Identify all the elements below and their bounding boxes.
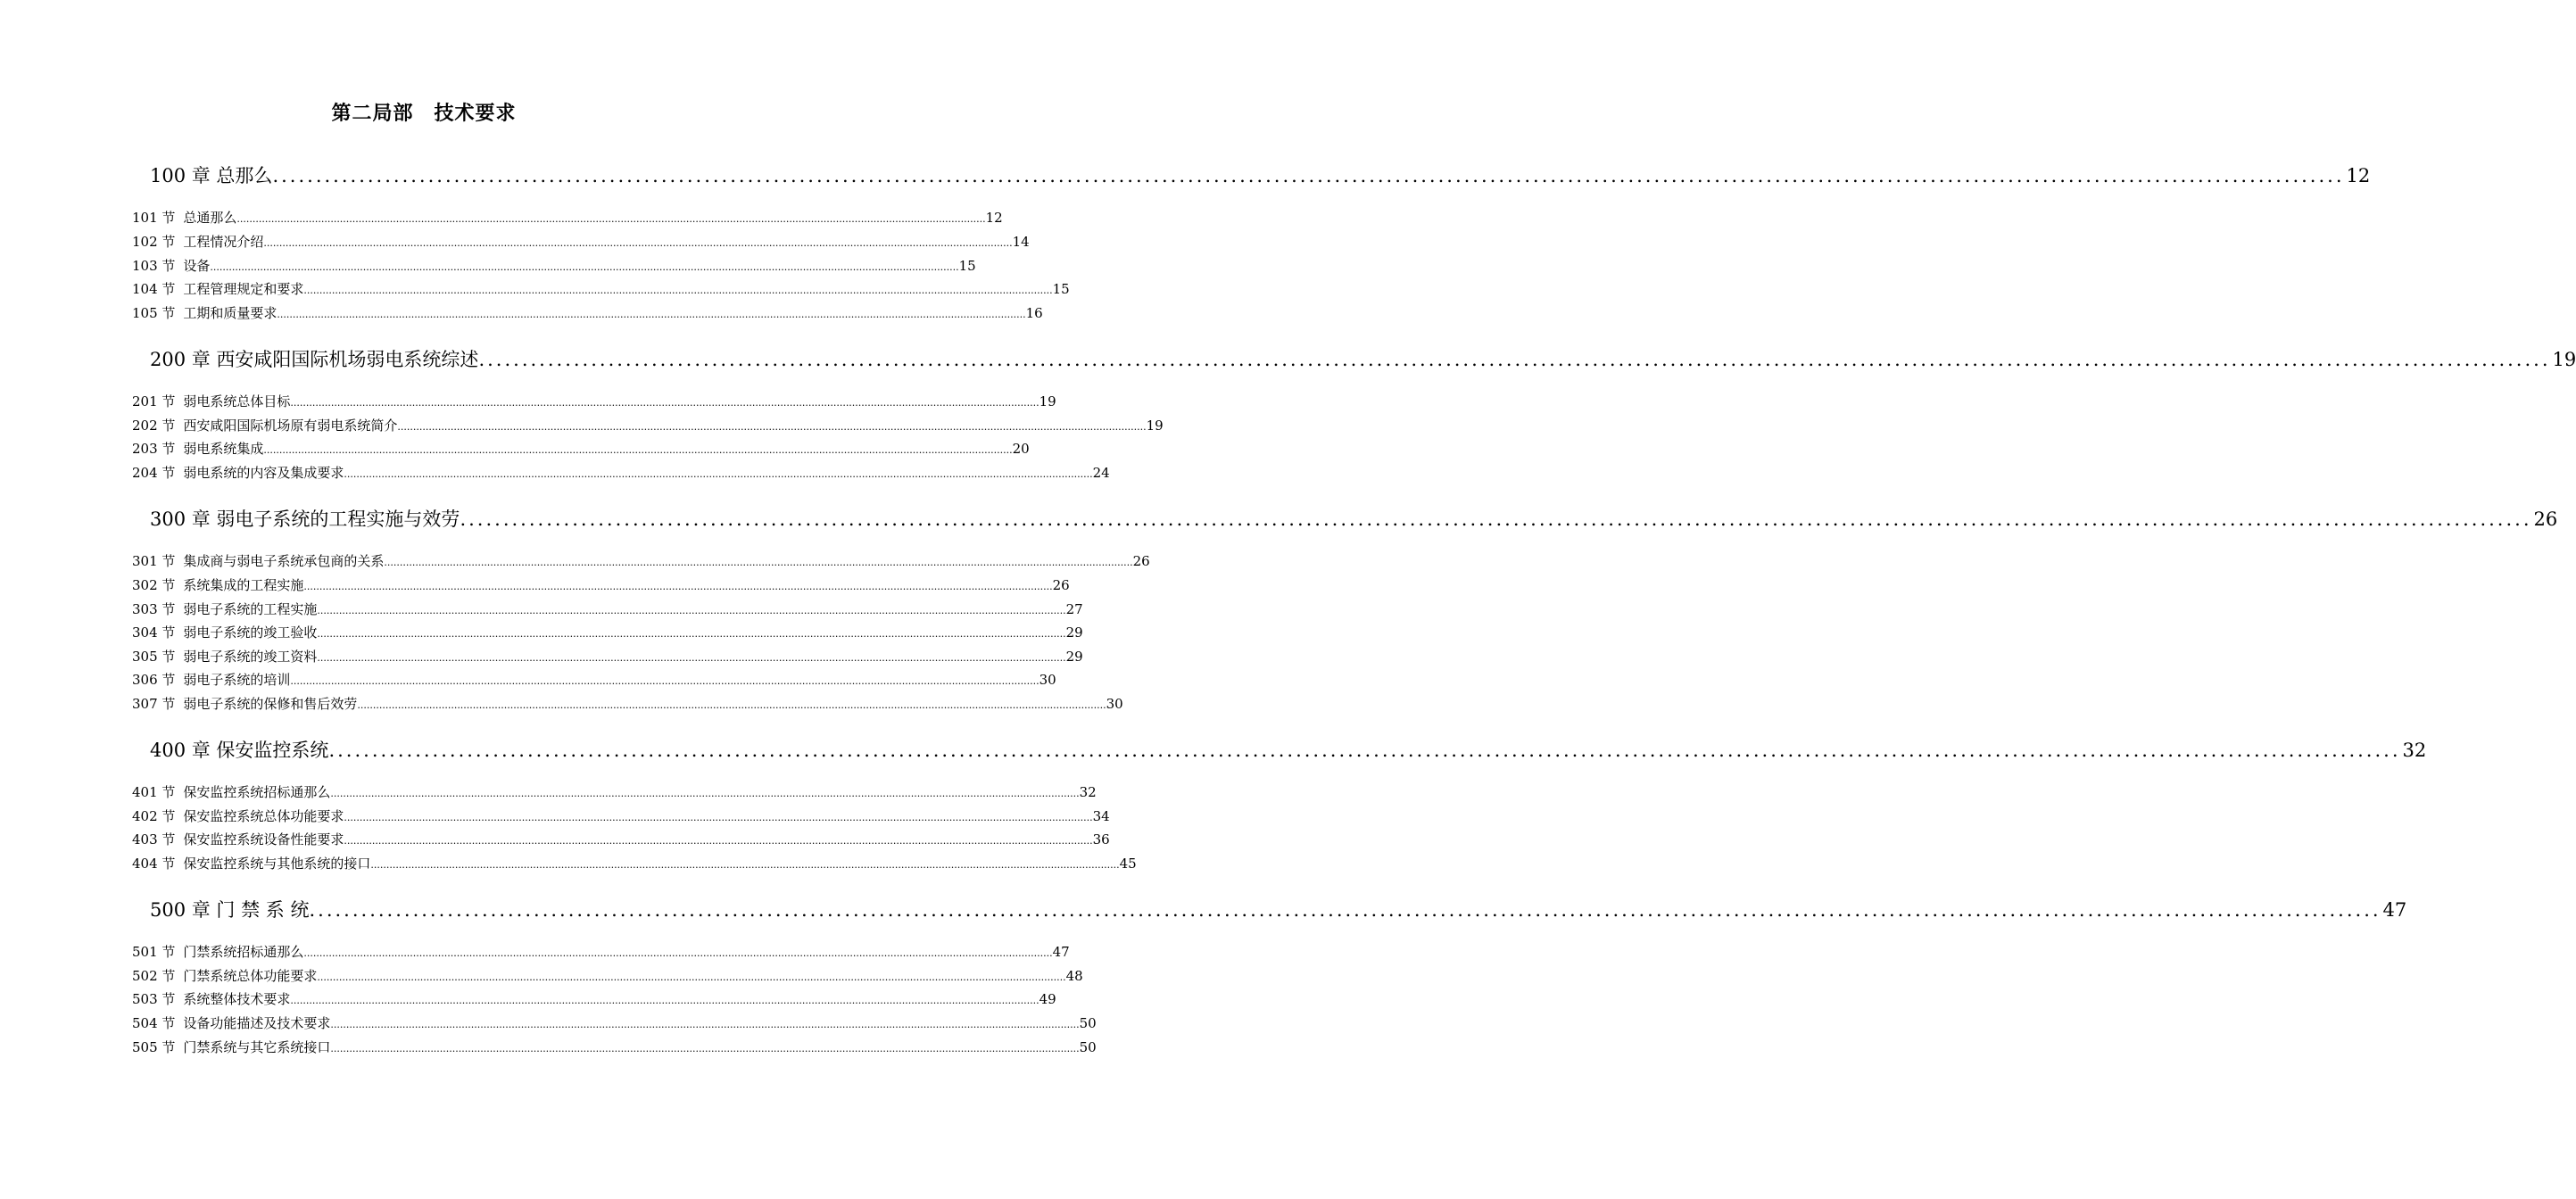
section-page: 30 xyxy=(1039,672,1056,688)
section-page: 19 xyxy=(1146,418,1164,434)
section-page: 15 xyxy=(958,258,976,274)
dot-leader: ................................................................................................................................................................................................................................................ xyxy=(210,261,959,273)
section-number: 305 节 xyxy=(132,649,176,665)
section-page: 29 xyxy=(1065,649,1083,665)
section-number: 301 节 xyxy=(132,553,176,569)
section-number: 101 节 xyxy=(132,210,176,226)
section-label: 工程管理规定和要求 xyxy=(183,281,304,297)
section-label: 门禁系统招标通那么 xyxy=(183,944,304,960)
dot-leader: ................................................................................................................................................................................................................................................ xyxy=(236,213,986,225)
section-label: 总通那么 xyxy=(183,210,237,226)
toc-section-504[interactable] xyxy=(132,1014,1097,1032)
dot-leader: ................................................................................................................................................................................................................................................ xyxy=(478,349,2551,370)
chapter-page: 19 xyxy=(2552,349,2576,370)
section-label: 系统整体技术要求 xyxy=(183,991,291,1007)
page-title: 第二局部 技术要求 xyxy=(331,102,517,125)
section-number: 306 节 xyxy=(132,672,176,688)
toc-section-303[interactable] xyxy=(132,600,1083,618)
dot-leader: ................................................................................................................................................................................................................................................ xyxy=(330,788,1080,799)
toc-section-104[interactable] xyxy=(132,280,1070,298)
toc-section-204[interactable] xyxy=(132,464,1110,482)
section-label: 设备 xyxy=(183,258,211,274)
section-number: 503 节 xyxy=(132,991,176,1007)
section-label: 弱电系统总体目标 xyxy=(183,393,291,409)
toc-chapter-200[interactable] xyxy=(150,344,2576,371)
dot-leader: ................................................................................................................................................................................................................................................ xyxy=(344,468,1093,480)
section-page: 12 xyxy=(985,210,1003,226)
section-page: 45 xyxy=(1119,856,1137,872)
dot-leader: ................................................................................................................................................................................................................................................ xyxy=(317,972,1066,983)
toc-chapter-100[interactable] xyxy=(150,161,2371,187)
section-label: 弱电子系统的竣工验收 xyxy=(183,624,318,641)
section-page: 14 xyxy=(1012,234,1030,250)
toc-section-302[interactable] xyxy=(132,576,1070,594)
toc-section-501[interactable] xyxy=(132,943,1070,961)
section-number: 104 节 xyxy=(132,281,176,297)
section-number: 202 节 xyxy=(132,418,176,434)
chapter-label: 400 章 保安监控系统 xyxy=(150,740,329,761)
chapter-label: 500 章 门 禁 系 统 xyxy=(150,899,310,921)
toc-section-403[interactable] xyxy=(132,831,1110,848)
dot-leader: ................................................................................................................................................................................................................................................ xyxy=(290,397,1040,409)
section-page: 26 xyxy=(1132,553,1150,569)
section-number: 304 节 xyxy=(132,624,176,641)
section-page: 50 xyxy=(1079,1015,1097,1031)
section-label: 工程情况介绍 xyxy=(183,234,264,250)
section-page: 29 xyxy=(1065,624,1083,641)
dot-leader: ................................................................................................................................................................................................................................................ xyxy=(290,675,1040,687)
toc-section-505[interactable] xyxy=(132,1038,1097,1056)
section-number: 102 节 xyxy=(132,234,176,250)
toc-section-402[interactable] xyxy=(132,807,1110,825)
section-page: 15 xyxy=(1052,281,1070,297)
dot-leader: ................................................................................................................................................................................................................................................ xyxy=(317,605,1066,616)
toc-section-202[interactable] xyxy=(132,417,1164,434)
toc-section-502[interactable] xyxy=(132,967,1083,985)
section-label: 集成商与弱电子系统承包商的关系 xyxy=(183,553,385,569)
dot-leader: ................................................................................................................................................................................................................................................ xyxy=(277,309,1026,320)
section-label: 弱电系统的内容及集成要求 xyxy=(183,465,344,481)
dot-leader: ................................................................................................................................................................................................................................................ xyxy=(303,581,1053,592)
section-number: 401 节 xyxy=(132,784,176,800)
dot-leader: ................................................................................................................................................................................................................................................ xyxy=(309,899,2381,921)
toc-section-304[interactable] xyxy=(132,624,1083,641)
section-number: 302 节 xyxy=(132,577,176,593)
section-page: 16 xyxy=(1025,305,1043,321)
chapter-page: 12 xyxy=(2346,165,2371,186)
toc-section-307[interactable] xyxy=(132,695,1123,713)
toc-section-305[interactable] xyxy=(132,648,1083,666)
section-number: 404 节 xyxy=(132,856,176,872)
chapter-label: 300 章 弱电子系统的工程实施与效劳 xyxy=(150,509,460,530)
dot-leader: ................................................................................................................................................................................................................................................ xyxy=(290,995,1040,1006)
section-label: 保安监控系统与其他系统的接口 xyxy=(183,856,371,872)
dot-leader: ................................................................................................................................................................................................................................................ xyxy=(272,165,2345,186)
dot-leader: ................................................................................................................................................................................................................................................ xyxy=(263,237,1013,249)
dot-leader: ................................................................................................................................................................................................................................................ xyxy=(344,812,1093,823)
section-label: 保安监控系统设备性能要求 xyxy=(183,831,344,848)
toc-section-102[interactable] xyxy=(132,233,1030,251)
chapter-page: 26 xyxy=(2533,509,2558,530)
section-page: 48 xyxy=(1065,968,1083,984)
section-page: 49 xyxy=(1039,991,1056,1007)
section-label: 设备功能描述及技术要求 xyxy=(183,1015,331,1031)
toc-section-306[interactable] xyxy=(132,671,1056,689)
section-page: 19 xyxy=(1039,393,1056,409)
section-number: 501 节 xyxy=(132,944,176,960)
toc-section-401[interactable] xyxy=(132,783,1097,801)
dot-leader: ................................................................................................................................................................................................................................................ xyxy=(384,557,1133,568)
chapter-label: 100 章 总那么 xyxy=(150,165,273,186)
dot-leader: ................................................................................................................................................................................................................................................ xyxy=(263,444,1013,456)
dot-leader: ................................................................................................................................................................................................................................................ xyxy=(303,947,1053,959)
dot-leader: ................................................................................................................................................................................................................................................ xyxy=(344,835,1093,847)
section-label: 保安监控系统总体功能要求 xyxy=(183,808,344,824)
section-number: 307 节 xyxy=(132,696,176,712)
dot-leader: ................................................................................................................................................................................................................................................ xyxy=(317,652,1066,664)
section-label: 弱电子系统的竣工资料 xyxy=(183,649,318,665)
section-label: 门禁系统与其它系统接口 xyxy=(183,1039,331,1055)
toc-chapter-500[interactable] xyxy=(150,895,2407,922)
dot-leader: ................................................................................................................................................................................................................................................ xyxy=(397,421,1147,433)
chapter-page: 32 xyxy=(2402,740,2427,761)
toc-section-203[interactable] xyxy=(132,440,1030,458)
toc-section-101[interactable] xyxy=(132,209,1003,227)
toc-section-103[interactable] xyxy=(132,257,976,275)
chapter-page: 47 xyxy=(2382,899,2407,921)
section-page: 20 xyxy=(1012,441,1030,457)
section-number: 201 节 xyxy=(132,393,176,409)
toc-section-105[interactable] xyxy=(132,304,1043,322)
section-label: 弱电系统集成 xyxy=(183,441,264,457)
section-number: 105 节 xyxy=(132,305,176,321)
section-label: 系统集成的工程实施 xyxy=(183,577,304,593)
section-number: 403 节 xyxy=(132,831,176,848)
section-page: 36 xyxy=(1092,831,1110,848)
section-number: 204 节 xyxy=(132,465,176,481)
section-page: 50 xyxy=(1079,1039,1097,1055)
section-number: 303 节 xyxy=(132,601,176,617)
section-label: 门禁系统总体功能要求 xyxy=(183,968,318,984)
section-label: 工期和质量要求 xyxy=(183,305,277,321)
section-number: 402 节 xyxy=(132,808,176,824)
toc-section-503[interactable] xyxy=(132,990,1056,1008)
dot-leader: ................................................................................................................................................................................................................................................ xyxy=(330,1019,1080,1030)
dot-leader: ................................................................................................................................................................................................................................................ xyxy=(357,699,1106,711)
section-number: 505 节 xyxy=(132,1039,176,1055)
section-label: 弱电子系统的保修和售后效劳 xyxy=(183,696,358,712)
section-page: 26 xyxy=(1052,577,1070,593)
dot-leader: ................................................................................................................................................................................................................................................ xyxy=(330,1043,1080,1054)
dot-leader: ................................................................................................................................................................................................................................................ xyxy=(370,859,1120,871)
dot-leader: ................................................................................................................................................................................................................................................ xyxy=(328,740,2401,761)
dot-leader: ................................................................................................................................................................................................................................................ xyxy=(460,509,2532,530)
section-label: 保安监控系统招标通那么 xyxy=(183,784,331,800)
section-number: 103 节 xyxy=(132,258,176,274)
toc-section-201[interactable] xyxy=(132,393,1056,410)
section-page: 32 xyxy=(1079,784,1097,800)
chapter-label: 200 章 西安咸阳国际机场弱电系统综述 xyxy=(150,349,479,370)
section-number: 203 节 xyxy=(132,441,176,457)
toc-section-301[interactable] xyxy=(132,552,1150,570)
dot-leader: ................................................................................................................................................................................................................................................ xyxy=(317,628,1066,640)
section-page: 30 xyxy=(1106,696,1123,712)
section-number: 504 节 xyxy=(132,1015,176,1031)
toc-chapter-400[interactable] xyxy=(150,735,2427,762)
section-page: 27 xyxy=(1065,601,1083,617)
section-label: 弱电子系统的培训 xyxy=(183,672,291,688)
section-page: 47 xyxy=(1052,944,1070,960)
section-label: 西安咸阳国际机场原有弱电系统简介 xyxy=(183,418,398,434)
toc-chapter-300[interactable] xyxy=(150,504,2558,531)
section-page: 34 xyxy=(1092,808,1110,824)
toc-section-404[interactable] xyxy=(132,855,1137,872)
section-label: 弱电子系统的工程实施 xyxy=(183,601,318,617)
dot-leader: ................................................................................................................................................................................................................................................ xyxy=(303,285,1053,296)
section-page: 24 xyxy=(1092,465,1110,481)
section-number: 502 节 xyxy=(132,968,176,984)
